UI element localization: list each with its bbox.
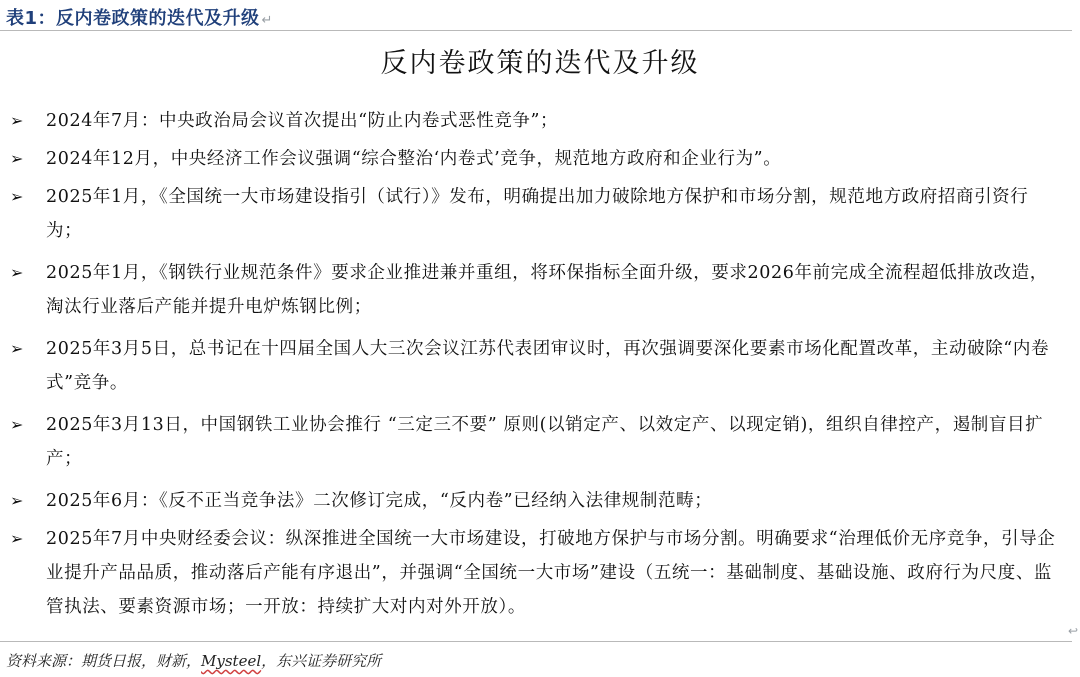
bullet-arrow-icon: ➢ — [10, 529, 24, 548]
bullet-arrow-icon: ➢ — [10, 491, 24, 510]
bullet-arrow-icon: ➢ — [10, 187, 24, 206]
source-mysteel: Mysteel — [201, 652, 262, 670]
list-item: 2025年3月13日，中国钢铁工业协会推行 “三定三不要” 原则(以销定产、以效定产、以现定销)，组织自律控产，遏制盲目扩产； — [46, 415, 1044, 469]
bullet-arrow-icon: ➢ — [10, 339, 24, 358]
return-mark-icon: ↵ — [261, 13, 273, 28]
list-item: 2024年12月，中央经济工作会议强调“综合整治‘内卷式’竞争，规范地方政府和企业行为”。 — [46, 149, 782, 169]
bullet-arrow-icon: ➢ — [10, 415, 24, 434]
bullet-arrow-icon: ➢ — [10, 263, 24, 282]
table-caption — [6, 4, 273, 30]
list-item: 2025年7月中央财经委会议：纵深推进全国统一大市场建设，打破地方保护与市场分割。明确要求“治理低价无序竞争，引导企业提升产品品质，推动落后产能有序退出”，并强调“全国统一大市场”建设（五统一：基础制度、基础设施、政府行为尺度、监管执法、要素资源市场；一开放：持续扩大对内对外开放）。 — [46, 529, 1056, 617]
page-title: 反内卷政策的迭代及升级 — [380, 48, 700, 79]
source-note — [6, 650, 381, 671]
return-corner-icon: ↩ — [1067, 624, 1078, 638]
bullet-arrow-icon: ➢ — [10, 111, 24, 130]
list-item: 2025年3月5日，总书记在十四届全国人大三次会议江苏代表团审议时，再次强调要深化要素市场化配置改革，主动破除“内卷式”竞争。 — [46, 339, 1050, 393]
list-item: 2024年7月：中央政治局会议首次提出“防止内卷式恶性竞争”； — [46, 111, 559, 131]
list-item: 2025年1月，《全国统一大市场建设指引（试行）》发布，明确提出加力破除地方保护和市场分割，规范地方政府招商引资行为； — [46, 187, 1029, 241]
list-item: 2025年1月，《钢铁行业规范条件》要求企业推进兼并重组，将环保指标全面升级，要求2026年前完成全流程超低排放改造，淘汰行业落后产能并提升电炉炼钢比例； — [46, 263, 1048, 317]
caption-text: 表1：反内卷政策的迭代及升级 — [6, 8, 260, 29]
list-item: 2025年6月：《反不正当竞争法》二次修订完成，“反内卷”已经纳入法律规制范畴； — [46, 491, 713, 511]
source-prefix: 资料来源：期货日报，财新， — [6, 652, 202, 670]
bullet-arrow-icon: ➢ — [10, 149, 24, 168]
source-suffix: ，东兴证券研究所 — [261, 652, 382, 670]
